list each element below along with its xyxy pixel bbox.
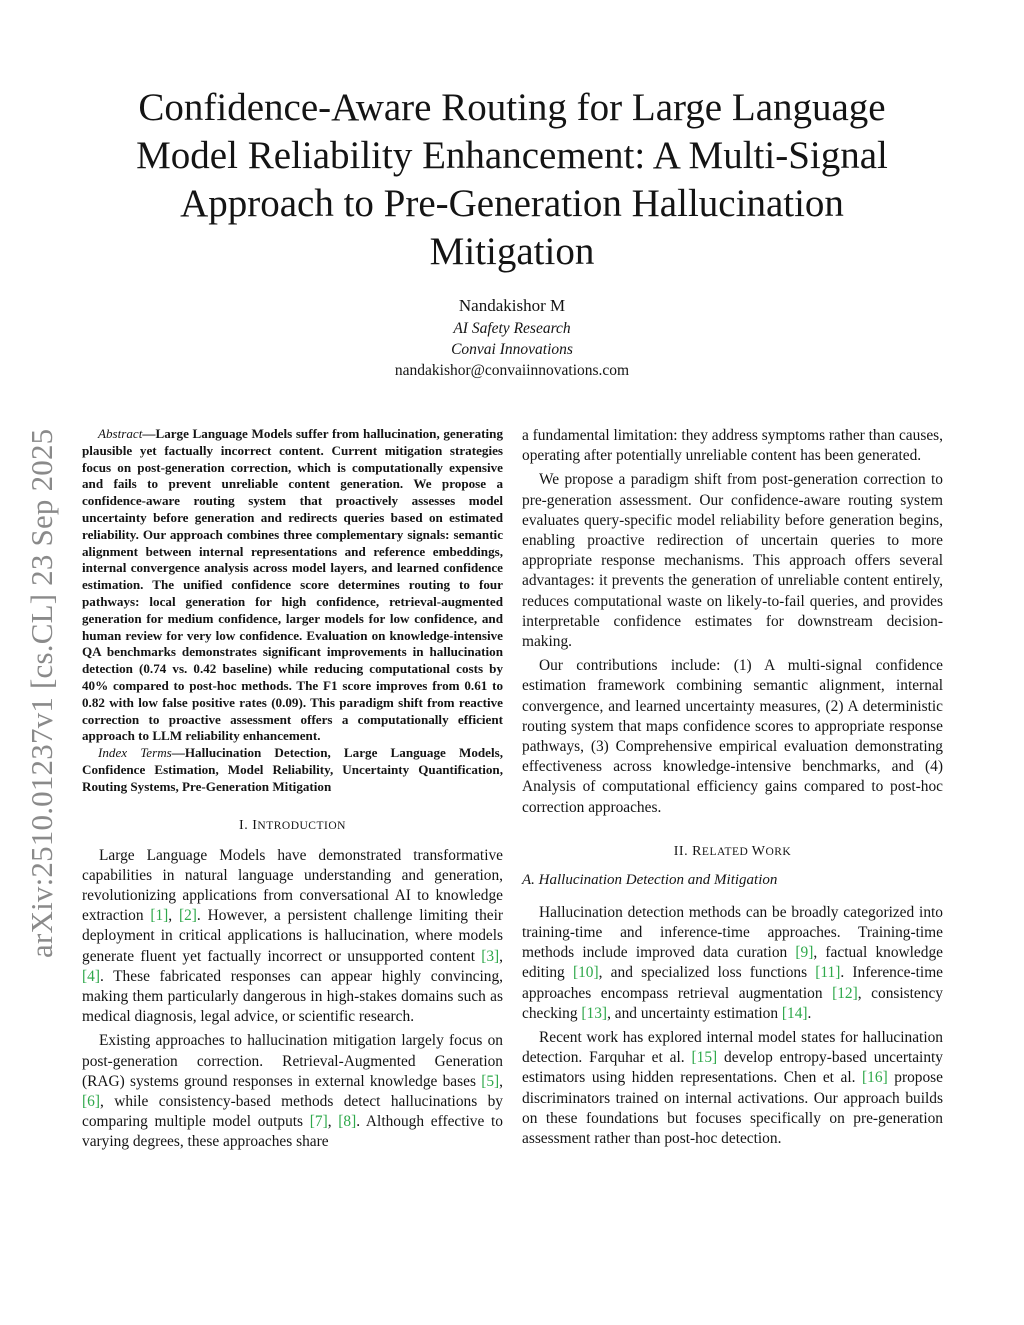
section-heading-related-work: II. RELATED WORK (673, 843, 792, 859)
citation-link[interactable]: [8] (338, 1113, 357, 1131)
author-affiliation-1: AI Safety Research (453, 320, 571, 337)
abstract (82, 426, 503, 745)
related-paragraph-1: Hallucination detection methods can be broadly categorized into training-time and inference-time approaches. Training-time methods include improved data curation [9], factual knowledge editing [10], and specialized loss functions [11]. Inference-time approaches encompass retrieval augmentation [12], consistency checking [13], and uncertainty estimation [14]. (522, 903, 943, 1022)
subsection-heading-a: A. Hallucination Detection and Mitigation (522, 871, 778, 888)
citation-link[interactable]: [11] (815, 964, 841, 982)
citation-link[interactable]: [2] (178, 907, 197, 925)
citation-link[interactable]: [15] (691, 1049, 718, 1067)
citation-link[interactable]: [1] (150, 907, 169, 925)
citation-link[interactable]: [6] (82, 1092, 100, 1110)
intro-paragraph-4: Our contributions include: (1) A multi-signal confidence estimation framework combining semantic alignment, internal convergence, and learned uncertainty measures, (2) A deterministic routing system that maps confidence scores to appropriate response pathways, (3) Comprehensive empirical evaluation demonstrating effectiveness across knowledge-intensive benchmarks, and (4) Analysis of computational efficiency gains compared to post-hoc correction approaches. (522, 657, 943, 816)
citation-link[interactable]: [12] (832, 984, 858, 1002)
author-block (262, 294, 762, 381)
intro-paragraph-2-continued: a fundamental limitation: they address symptoms rather than causes, operating after potentially unreliable content has been generated. (522, 427, 943, 465)
citation-link[interactable]: [16] (862, 1069, 888, 1087)
index-terms-text: —Hallucination Detection, Large Language Models, Confidence Estimation, Model Reliability, Uncertainty Quantification, Routing Systems, Pre-Generation Mitigation (82, 745, 503, 794)
citation-link[interactable]: [10] (572, 964, 599, 982)
index-terms-label: Index Terms (98, 745, 172, 761)
citation-link[interactable]: [7] (309, 1113, 328, 1131)
section-heading-introduction: I. INTRODUCTION (239, 817, 346, 833)
citation-link[interactable]: [9] (795, 944, 814, 962)
citation-link[interactable]: [14] (781, 1004, 808, 1022)
intro-paragraph-1: Large Language Models have demonstrated transformative capabilities in natural language understanding and generation, revolutionizing applications from conversational AI to knowledge extraction [1], [2]. However, a persistent challenge limiting their deployment in critical applications is hallucination, where models generate fluent yet factually incorrect or unsupported content [3], [4]. These fabricated responses can appear highly convincing, making them particularly dangerous in high-stakes domains such as medical diagnosis, legal advice, or scientific research. (82, 846, 503, 1026)
related-paragraph-2: Recent work has explored internal model states for hallucination detection. Farquhar et al. [15] develop entropy-based uncertainty estimators using hidden representations. Chen et al. [16] propose discriminators trained on internal activations. Our approach builds on these foundations but focuses specifically on pre-generation assessment rather than post-hoc detection. (522, 1029, 944, 1148)
arxiv-side-label: arXiv:2510.01237v1 [cs.CL] 23 Sep 2025 (24, 428, 59, 958)
left-column (82, 426, 503, 1157)
intro-paragraph-2: Existing approaches to hallucination mitigation largely focus on post-generation correction. Retrieval-Augmented Generation (RAG) systems ground responses in external knowledge bases [5], [6], while consistency-based methods detect hallucinations by comparing multiple model outputs [7], [8]. Although effective to varying degrees, these approaches share (82, 1032, 504, 1151)
citation-link[interactable]: [13] (581, 1004, 608, 1022)
author-email: nandakishor@convaiinnovations.com (394, 362, 630, 379)
abstract-text: —Large Language Models suffer from hallucination, generating plausible yet factually incorrect content. Current mitigation strategies focus on post-generation correction, which is computationally expensive and fails to prevent unreliable content generation. We propose a confidence-aware routing system that proactively assesses model uncertainty before generation and redirects queries based on estimated reliability. Our approach combines three complementary signals: semantic alignment between internal representations and reference embeddings, internal convergence analysis across model layers, and learned confidence estimation. The unified confidence score determines routing to four pathways: local generation for high confidence, retrieval-augmented generation for medium confidence, larger models for low confidence, and human review for very low confidence. Evaluation on knowledge-intensive QA benchmarks demonstrates significant improvements in hallucination detection (0.74 vs. 0.42 baseline) while reducing computational costs by 40% compared to post-hoc methods. The F1 score improves from 0.61 to 0.82 with low false positive rates (0.09). This paradigm shift from reactive correction to proactive assessment offers a computationally efficient approach to LLM reliability enhancement. (82, 426, 503, 744)
author-name: Nandakishor M (458, 296, 566, 315)
intro-paragraph-3: We propose a paradigm shift from post-generation correction to pre-generation assessment. Our confidence-aware routing system evaluates query-specific model reliability before generation begins, enabling proactive redirection of uncertain queries to more appropriate response mechanisms. This approach offers several advantages: it prevents the generation of unreliable content entirely, reduces computational waste on likely-to-fail queries, and provides interpretable confidence estimates for downstream decision-making. (522, 471, 943, 651)
abstract-label: Abstract (98, 426, 143, 441)
citation-link[interactable]: [4] (82, 967, 100, 985)
author-affiliation-2: Convai Innovations (451, 341, 573, 358)
right-column (522, 426, 943, 1153)
paper-title: Confidence-Aware Routing for Large Language Model Reliability Enhancement: A Multi-Signal Approach to Pre-Generation Hallucination Mitigation (136, 86, 888, 273)
index-terms (82, 745, 503, 795)
citation-link[interactable]: [3] (481, 947, 500, 965)
citation-link[interactable]: [5] (481, 1072, 500, 1090)
